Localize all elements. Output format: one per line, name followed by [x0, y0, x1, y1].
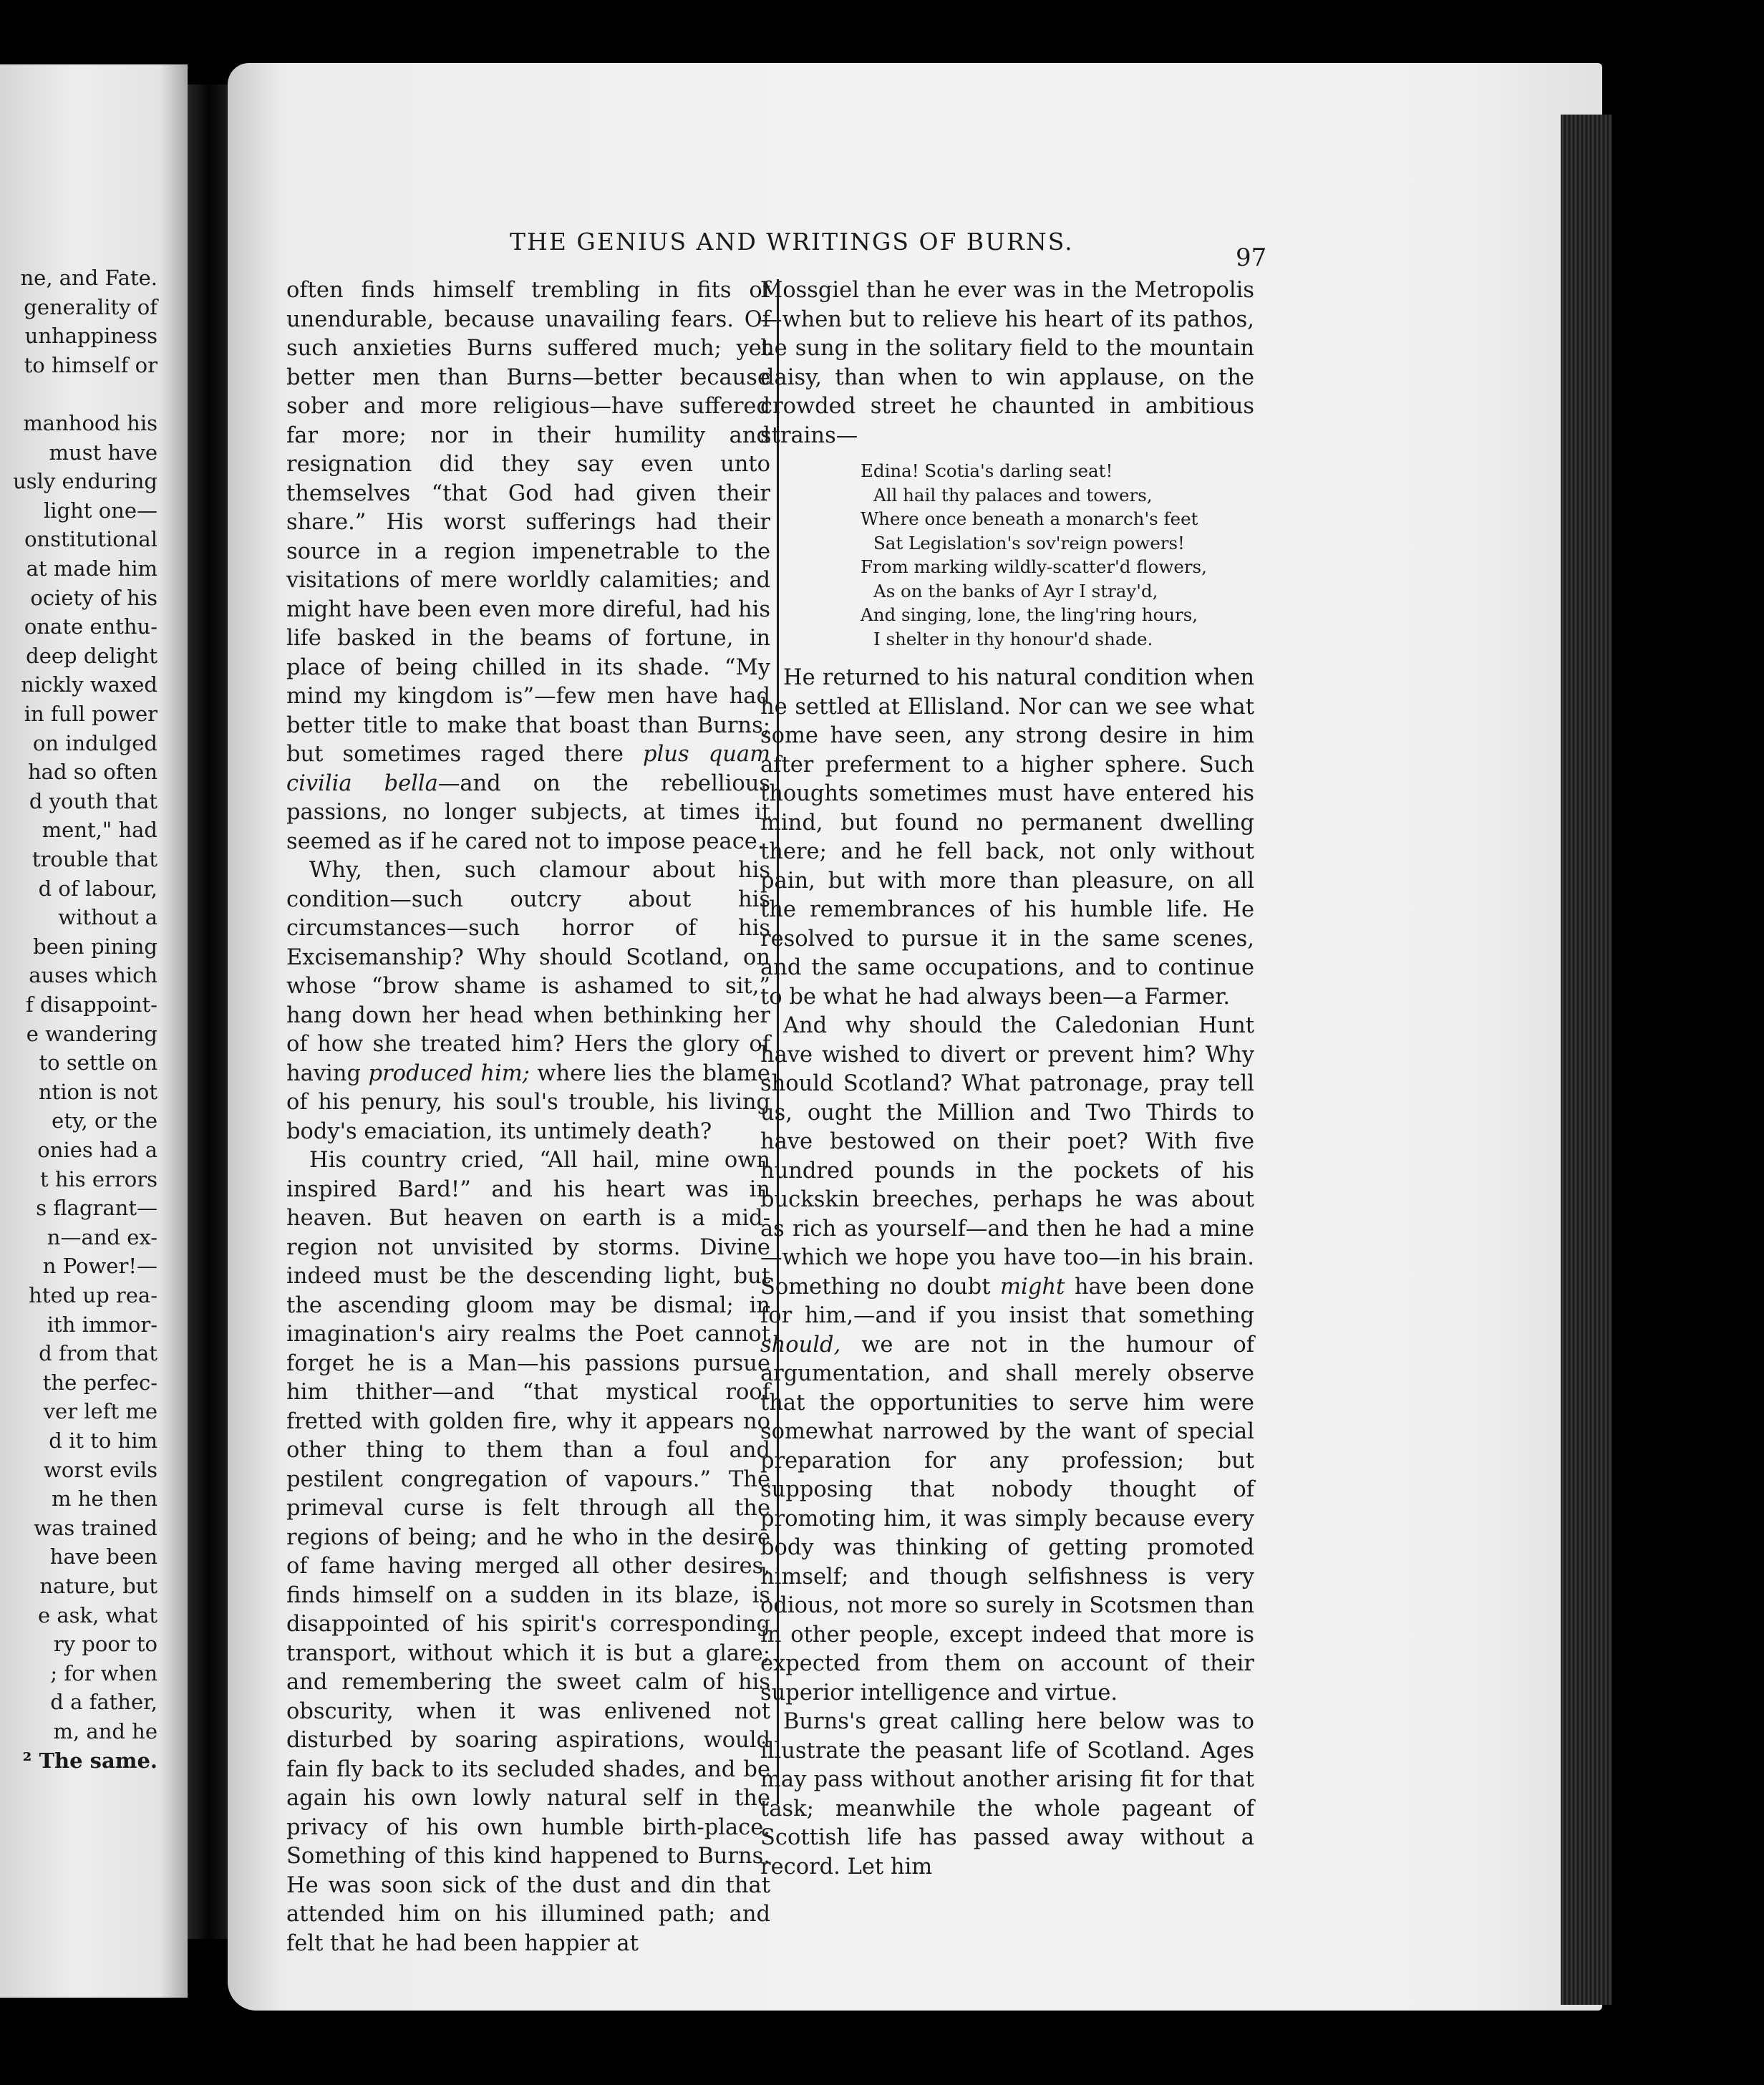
- left-page-line: n Power!—: [42, 1254, 158, 1279]
- left-page-line: ; for when: [50, 1660, 158, 1685]
- left-page-line: on indulged: [32, 730, 158, 755]
- paragraph: Mossgiel than he ever was in the Metropolis—when but to relieve his heart of its pathos, he sung in the solitary field to the mountain daisy, than when to win applause, on the crowded street he chaunted in ambitious strains—: [760, 278, 1254, 448]
- book-gutter: [188, 84, 231, 1939]
- left-page-line: had so often: [28, 760, 158, 785]
- left-page-fragment: [0, 64, 188, 1998]
- left-column: [286, 276, 770, 1958]
- left-page-line: t his errors: [39, 1166, 158, 1191]
- left-page-line: unhappiness: [24, 324, 158, 349]
- left-page-line: d of labour,: [38, 876, 158, 901]
- left-page-line: ociety of his: [30, 585, 158, 610]
- poem-line: Sat Legislation's sov'reign powers!: [873, 532, 1185, 553]
- left-page-line: ne, and Fate.: [20, 266, 158, 290]
- left-page-line: ntion is not: [38, 1079, 158, 1104]
- left-page-line: f disappoint-: [26, 992, 158, 1017]
- left-page-line: ver left me: [43, 1399, 158, 1424]
- paragraph: often finds himself trembling in fits of unendurable, because unavailing fears. Of such anxieties Burns suffered much; yet better men than Burns—better because sober and more religious—have suffered far more; nor in their humility and resignation did they say even unto themselves “that God had given their share.” His worst sufferings had their source in a region impenetrable to the visitations of mere worldly calamities; and might have been even more direful, had his life basked in the beams of fortune, in place of being chilled in its shade. “My mind my kingdom is”—few men have had better title to make that boast than Burns; but sometimes raged there plus quam civilia bella—and on the rebellious passions, no longer subjects, at times it seemed as if he cared not to impose peace.: [286, 278, 770, 854]
- left-page-line: onate enthu-: [24, 614, 158, 639]
- left-page-line: auses which: [29, 963, 158, 988]
- left-page-line: m, and he: [53, 1719, 158, 1743]
- poem-line: As on the banks of Ayr I stray'd,: [873, 580, 1158, 601]
- poem-line: Where once beneath a monarch's feet: [861, 508, 1198, 529]
- right-column: [760, 276, 1254, 1882]
- left-page-line: hted up rea-: [29, 1283, 158, 1307]
- left-page-line: e wandering: [26, 1021, 158, 1046]
- paragraph: Burns's great calling here below was to illustrate the peasant life of Scotland. Ages may pass without another arising fit for that task; meanwhile the whole pageant of Scottish life has passed away without a record. Let him: [760, 1709, 1254, 1880]
- left-page-line: must have: [49, 440, 158, 465]
- left-page-line: ith immor-: [47, 1312, 158, 1337]
- left-page-line: nature, but: [39, 1574, 158, 1598]
- left-page-line: generality of: [24, 294, 158, 319]
- left-page-line: worst evils: [44, 1457, 158, 1482]
- left-page-line: s flagrant—: [36, 1196, 158, 1221]
- left-page-line: manhood his: [23, 411, 158, 435]
- poem: [760, 459, 1254, 651]
- paragraph: And why should the Caledonian Hunt have wished to divert or prevent him? Why should Scotland? What patronage, pray tell us, ought the Million and Two Thirds to have bestowed on their poet? With five hundred pounds in the pockets of his buckskin breeches, perhaps he was about as rich as yourself—and then he had a mine—which we hope you have too—in his brain. Something no doubt might have been done for him,—and if you insist that something should, we are not in the humour of argumentation, and shall merely observe that the opportunities to serve him were somewhat narrowed by the want of special preparation for any profession; but supposing that nobody thought of promoting him, it was simply because every body was thinking of getting promoted himself; and though selfishness is very odious, not more so surely in Scotsmen than in other people, except indeed that more is expected from them on account of their superior intelligence and virtue.: [760, 1013, 1254, 1706]
- poem-line: All hail thy palaces and towers,: [873, 484, 1153, 505]
- left-page-line: d it to him: [49, 1428, 158, 1453]
- left-page-line: at made him: [26, 556, 158, 581]
- left-page-line: d from that: [39, 1341, 158, 1366]
- poem-line: And singing, lone, the ling'ring hours,: [861, 604, 1198, 625]
- left-page-line: without a: [58, 905, 158, 930]
- left-page-line: was trained: [34, 1515, 158, 1540]
- poem-line: Edina! Scotia's darling seat!: [861, 460, 1113, 481]
- left-page-line: trouble that: [32, 847, 158, 871]
- left-page-line: d youth that: [29, 788, 158, 813]
- left-page-line: have been: [49, 1544, 158, 1569]
- left-page-line: to settle on: [39, 1050, 158, 1075]
- left-page-line: nickly waxed: [21, 672, 158, 697]
- left-page-line: in full power: [24, 702, 158, 726]
- poem-line: From marking wildly-scatter'd flowers,: [861, 556, 1207, 577]
- left-page-line: the perfec-: [42, 1370, 158, 1395]
- left-page-line: ment," had: [42, 818, 158, 843]
- paragraph: Why, then, such clamour about his condition—such outcry about his circumstances—such horror of his Excisemanship? Why should Scotland, on whose “brow shame is ashamed to sit,” hang down her head when bethinking her of how she treated him? Hers the glory of having produced him; where lies the blame of his penury, his soul's trouble, his living body's emaciation, its untimely death?: [286, 858, 770, 1144]
- paragraph: He returned to his natural condition when he settled at Ellisland. Nor can we see what some have seen, any strong desire in him after preferment to a higher sphere. Such thoughts sometimes must have entered his mind, but found no permanent dwelling there; and he fell back, not only without pain, but with more than pleasure, on all the remembrances of his humble life. He resolved to pursue it in the same scenes, and the same occupations, and to continue to be what he had always been—a Farmer.: [760, 665, 1254, 1010]
- left-page-line: deep delight: [26, 643, 158, 668]
- left-page-footnote: ² The same.: [22, 1748, 158, 1773]
- left-page-line: onstitutional: [24, 527, 158, 552]
- left-page-line: been pining: [33, 934, 158, 959]
- page-number: 97: [1236, 243, 1267, 272]
- left-page-line: ety, or the: [52, 1108, 158, 1133]
- left-page-line: e ask, what: [37, 1602, 158, 1627]
- running-head: THE GENIUS AND WRITINGS OF BURNS.: [510, 228, 1074, 256]
- paragraph: His country cried, “All hail, mine own inspired Bard!” and his heart was in heaven. But heaven on earth is a mid-region not unvisited by storms. Divine indeed must be the descending light, but the ascending gloom may be dismal; in imagination's airy realms the Poet cannot forget he is a Man—his passions pursue him thither—and “that mystical roof fretted with golden fire, why it appears no other thing to them than a foul and pestilent congregation of vapours.” The primeval curse is felt through all the regions of being; and he who in the desire of fame having merged all other desires, finds himself on a sudden in its blaze, is disappointed of his spirit's corresponding transport, without which it is but a glare; and remembering the sweet calm of his obscurity, when it was enlivened not disturbed by soaring aspirations, would fain fly back to its secluded shades, and be again his own lowly natural self in the privacy of his own humble birth-place. Something of this kind happened to Burns. He was soon sick of the dust and din that attended him on his illumined path; and felt that he had been happier at: [286, 1148, 770, 1956]
- left-page-line: onies had a: [37, 1138, 158, 1162]
- left-page-line: n—and ex-: [47, 1224, 158, 1249]
- poem-line: I shelter in thy honour'd shade.: [873, 628, 1153, 649]
- left-page-line: light one—: [44, 498, 158, 523]
- left-page-line: d a father,: [50, 1690, 158, 1715]
- left-page-line: m he then: [52, 1486, 158, 1511]
- left-page-line: usly enduring: [13, 469, 158, 494]
- left-page-line: ry poor to: [53, 1632, 158, 1657]
- left-page-line: to himself or: [24, 352, 158, 377]
- page-edges: [1561, 115, 1612, 2005]
